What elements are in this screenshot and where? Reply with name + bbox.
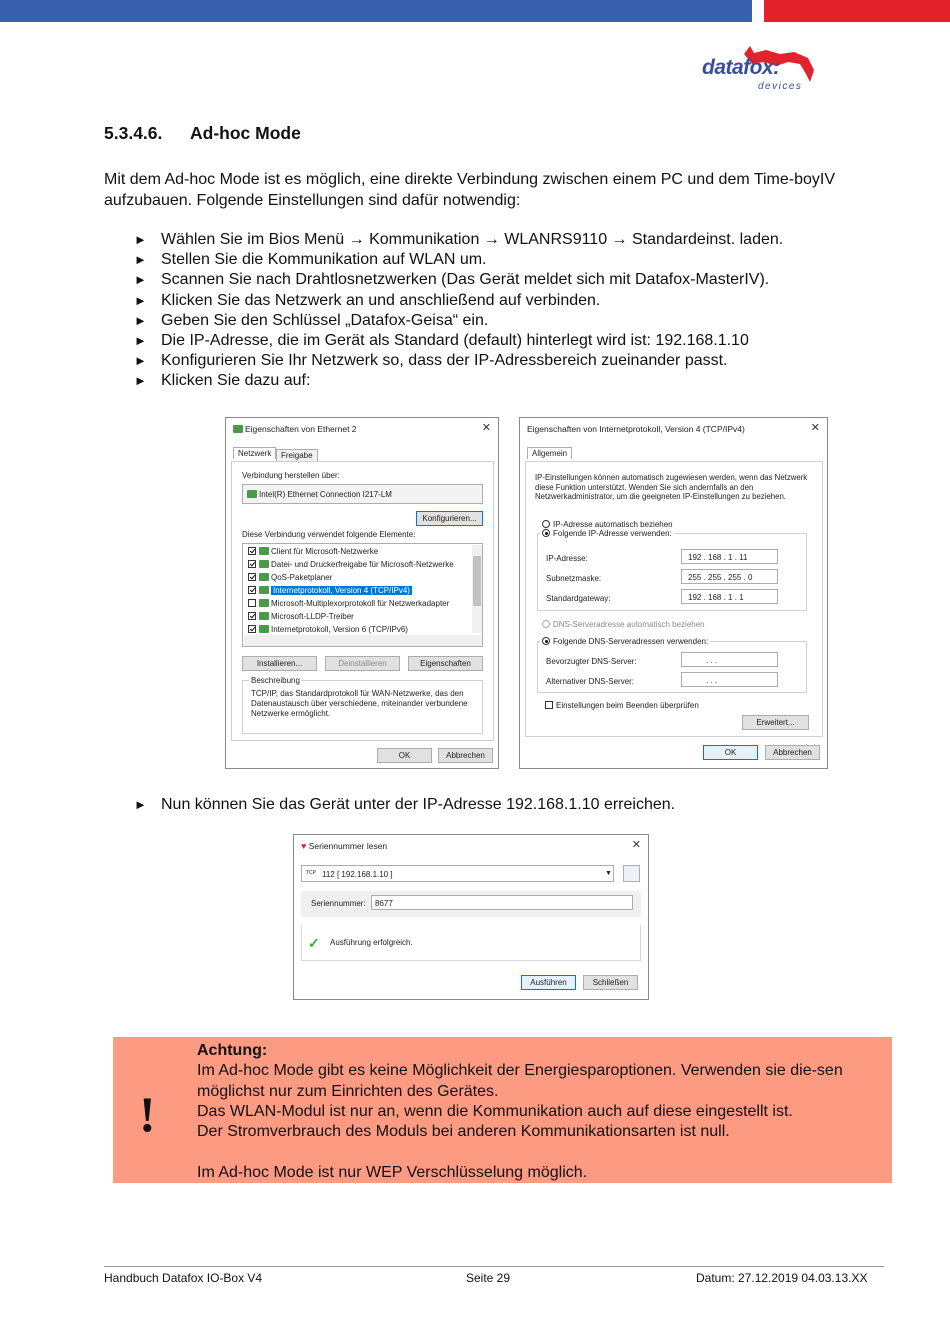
serial-label: Seriennummer: bbox=[311, 899, 366, 908]
section-title: Ad-hoc Mode bbox=[190, 123, 301, 143]
auto-ip-radio[interactable]: IP-Adresse automatisch beziehen bbox=[542, 520, 673, 529]
pref-dns-input[interactable]: . . . bbox=[681, 652, 778, 667]
arrow-icon: ► bbox=[134, 797, 147, 812]
datafox-logo bbox=[700, 44, 820, 94]
elements-label: Diese Verbindung verwendet folgende Elemente: bbox=[242, 530, 416, 539]
arrow-icon: ► bbox=[134, 333, 147, 349]
footer-left: Handbuch Datafox IO-Box V4 bbox=[104, 1271, 263, 1285]
ip-group bbox=[537, 529, 807, 611]
step-item: ► Scannen Sie nach Drahtlosnetzwerken (Das Gerät meldet sich mit Datafox-MasterIV). bbox=[134, 270, 894, 290]
gateway-label: Standardgateway: bbox=[546, 594, 611, 603]
dialog-title: Eigenschaften von Internetprotokoll, Version 4 (TCP/IPv4) bbox=[527, 424, 745, 434]
arrow-icon: ► bbox=[134, 252, 147, 268]
steps-list bbox=[134, 230, 894, 392]
chevron-down-icon: ▼ bbox=[605, 870, 612, 877]
list-item[interactable]: Client für Microsoft-Netzwerke bbox=[248, 547, 378, 556]
section-heading bbox=[104, 123, 301, 144]
dialog-title: Eigenschaften von Ethernet 2 bbox=[233, 424, 357, 434]
warning-text bbox=[197, 1041, 887, 1183]
description-text: TCP/IP, das Standardprotokoll für WAN-Netzwerke, das den Datenaustausch über verschiedene, miteinander verbundene Netzwerke ermöglicht. bbox=[251, 689, 468, 718]
arrow-icon: ► bbox=[134, 292, 147, 308]
horizontal-scrollbar[interactable] bbox=[244, 635, 482, 646]
tab-netzwerk[interactable]: Netzwerk bbox=[233, 447, 276, 459]
step-item: ► Die IP-Adresse, die im Gerät als Standard (default) hinterlegt wird ist: 192.168.1.10 bbox=[134, 331, 894, 351]
list-item[interactable]: Microsoft-LLDP-Treiber bbox=[248, 612, 354, 621]
cancel-button[interactable]: Abbrechen bbox=[765, 745, 820, 760]
properties-button[interactable]: Eigenschaften bbox=[408, 656, 483, 671]
warning-line: Im Ad-hoc Mode gibt es keine Möglichkeit der Energiesparoptionen. Verwenden sie die-sen möglichst nur zum Einrichten des Gerätes. bbox=[197, 1062, 843, 1100]
arrow-icon: ► bbox=[134, 353, 147, 369]
step-item: ► Geben Sie den Schlüssel „Datafox-Geisa“ ein. bbox=[134, 311, 894, 331]
subnet-mask-input[interactable]: 255 . 255 . 255 . 0 bbox=[681, 569, 778, 584]
pref-dns-label: Bevorzugter DNS-Server: bbox=[546, 657, 637, 666]
warning-line: Der Stromverbrauch des Moduls bei anderen Kommunikationsarten ist null. bbox=[197, 1123, 730, 1141]
logo-sub: devices bbox=[758, 81, 803, 92]
list-item[interactable]: Datei- und Druckerfreigabe für Microsoft-Netzwerke bbox=[248, 560, 454, 569]
list-item[interactable]: QoS-Paketplaner bbox=[248, 573, 332, 582]
connection-select[interactable] bbox=[301, 865, 614, 882]
manual-ip-radio[interactable]: Folgende IP-Adresse verwenden: bbox=[540, 529, 674, 538]
footer-date: Datum: 27.12.2019 04.03.13.XX bbox=[696, 1271, 868, 1285]
section-number: 5.3.4.6. bbox=[104, 123, 163, 143]
warning-line: Im Ad-hoc Mode ist nur WEP Verschlüsselung möglich. bbox=[197, 1163, 588, 1181]
scrollbar-thumb[interactable] bbox=[473, 556, 481, 606]
exclamation-icon: ! bbox=[139, 1086, 156, 1142]
final-step: ► Nun können Sie das Gerät unter der IP-Adresse 192.168.1.10 erreichen. bbox=[134, 796, 676, 813]
logo-word: datafox: bbox=[702, 56, 780, 79]
header-blue-bar bbox=[0, 0, 752, 22]
close-button[interactable]: Schließen bbox=[583, 975, 638, 990]
tab-allgemein[interactable]: Allgemein bbox=[527, 447, 572, 459]
run-button[interactable]: Ausführen bbox=[521, 975, 576, 990]
arrow-icon: ► bbox=[134, 373, 147, 389]
adapter-icon bbox=[247, 490, 257, 498]
step-item: ► Wählen Sie im Bios Menü → Kommunikation → WLANRS9110 → Standardeinst. laden. bbox=[134, 230, 894, 250]
check-icon: ✓ bbox=[308, 935, 320, 951]
close-icon[interactable]: ✕ bbox=[481, 422, 491, 434]
tab-freigabe[interactable]: Freigabe bbox=[276, 449, 318, 461]
description-group bbox=[242, 676, 483, 734]
close-icon[interactable]: ✕ bbox=[810, 422, 820, 434]
install-button[interactable]: Installieren... bbox=[242, 656, 317, 671]
arrow-icon: ► bbox=[134, 312, 147, 328]
tcp-tag: TCP bbox=[306, 870, 316, 876]
warning-title: Achtung: bbox=[197, 1042, 268, 1059]
header-red-bar bbox=[764, 0, 950, 22]
list-item[interactable]: Microsoft-Multiplexorprotokoll für Netzwerkadapter bbox=[248, 599, 449, 608]
auto-dns-radio[interactable]: DNS-Serveradresse automatisch beziehen bbox=[542, 620, 705, 629]
info-text: IP-Einstellungen können automatisch zugewiesen werden, wenn das Netzwerk diese Funktion unterstützt. Wenden Sie sich andernfalls an den Netzwerkadministrator, um die geeigneten IP-Einstellungen zu beziehen. bbox=[535, 473, 808, 501]
fox-small-icon: ♥ bbox=[301, 841, 307, 851]
warning-box bbox=[113, 1037, 892, 1183]
list-item[interactable]: Internetprotokoll, Version 6 (TCP/IPv6) bbox=[248, 625, 408, 634]
ok-button[interactable]: OK bbox=[703, 745, 758, 760]
manual-dns-radio[interactable]: Folgende DNS-Serveradressen verwenden: bbox=[540, 637, 710, 646]
warning-line: Das WLAN-Modul ist nur an, wenn die Kommunikation auch auf diese eingestellt ist. bbox=[197, 1102, 793, 1120]
close-icon[interactable]: ✕ bbox=[631, 839, 641, 851]
ethernet-properties-dialog bbox=[225, 417, 499, 769]
cancel-button[interactable]: Abbrechen bbox=[438, 748, 493, 763]
dns-group bbox=[537, 637, 807, 693]
ipv4-properties-dialog bbox=[519, 417, 828, 769]
footer-rule bbox=[104, 1266, 884, 1267]
alt-dns-label: Alternativer DNS-Server: bbox=[546, 677, 635, 686]
ok-button[interactable]: OK bbox=[377, 748, 432, 763]
list-item-selected[interactable]: Internetprotokoll, Version 4 (TCP/IPv4) bbox=[248, 586, 412, 595]
serial-number-dialog bbox=[293, 834, 649, 1000]
dialog-title: ♥ Seriennummer lesen bbox=[301, 841, 388, 851]
adapter-field: Intel(R) Ethernet Connection I217-LM bbox=[242, 484, 483, 504]
validate-checkbox[interactable]: Einstellungen beim Beenden überprüfen bbox=[545, 701, 699, 710]
connect-label: Verbindung herstellen über: bbox=[242, 471, 340, 480]
configure-button[interactable]: Konfigurieren... bbox=[416, 511, 483, 526]
elements-list[interactable] bbox=[242, 543, 483, 647]
refresh-icon[interactable] bbox=[623, 865, 640, 882]
serial-input[interactable]: 8677 bbox=[371, 895, 633, 910]
arrow-icon: ► bbox=[134, 232, 147, 247]
alt-dns-input[interactable]: . . . bbox=[681, 672, 778, 687]
arrow-icon: ► bbox=[134, 272, 147, 288]
description-label: Beschreibung bbox=[251, 676, 300, 685]
uninstall-button[interactable]: Deinstallieren bbox=[325, 656, 400, 671]
connection-value: 112 [ 192.168.1.10 ] bbox=[322, 870, 393, 879]
mask-label: Subnetzmaske: bbox=[546, 574, 602, 583]
intro-paragraph: Mit dem Ad-hoc Mode ist es möglich, eine direkte Verbindung zwischen einem PC und dem Time-boyIV aufzubauen. Folgende Einstellungen sind dafür notwendig: bbox=[104, 171, 836, 209]
footer-page: Seite 29 bbox=[466, 1271, 511, 1285]
gateway-input[interactable]: 192 . 168 . 1 . 1 bbox=[681, 589, 778, 604]
advanced-button[interactable]: Erweitert... bbox=[742, 715, 809, 730]
network-icon bbox=[233, 425, 243, 433]
step-item: ► Stellen Sie die Kommunikation auf WLAN um. bbox=[134, 250, 894, 270]
step-item: ► Konfigurieren Sie Ihr Netzwerk so, dass der IP-Adressbereich zueinander passt. bbox=[134, 351, 894, 371]
message-text: Ausführung erfolgreich. bbox=[330, 938, 413, 947]
step-item: ► Klicken Sie dazu auf: bbox=[134, 371, 894, 391]
ip-label: IP-Adresse: bbox=[546, 554, 588, 563]
step-item: ► Klicken Sie das Netzwerk an und anschließend auf verbinden. bbox=[134, 291, 894, 311]
ip-address-input[interactable]: 192 . 168 . 1 . 11 bbox=[681, 549, 778, 564]
